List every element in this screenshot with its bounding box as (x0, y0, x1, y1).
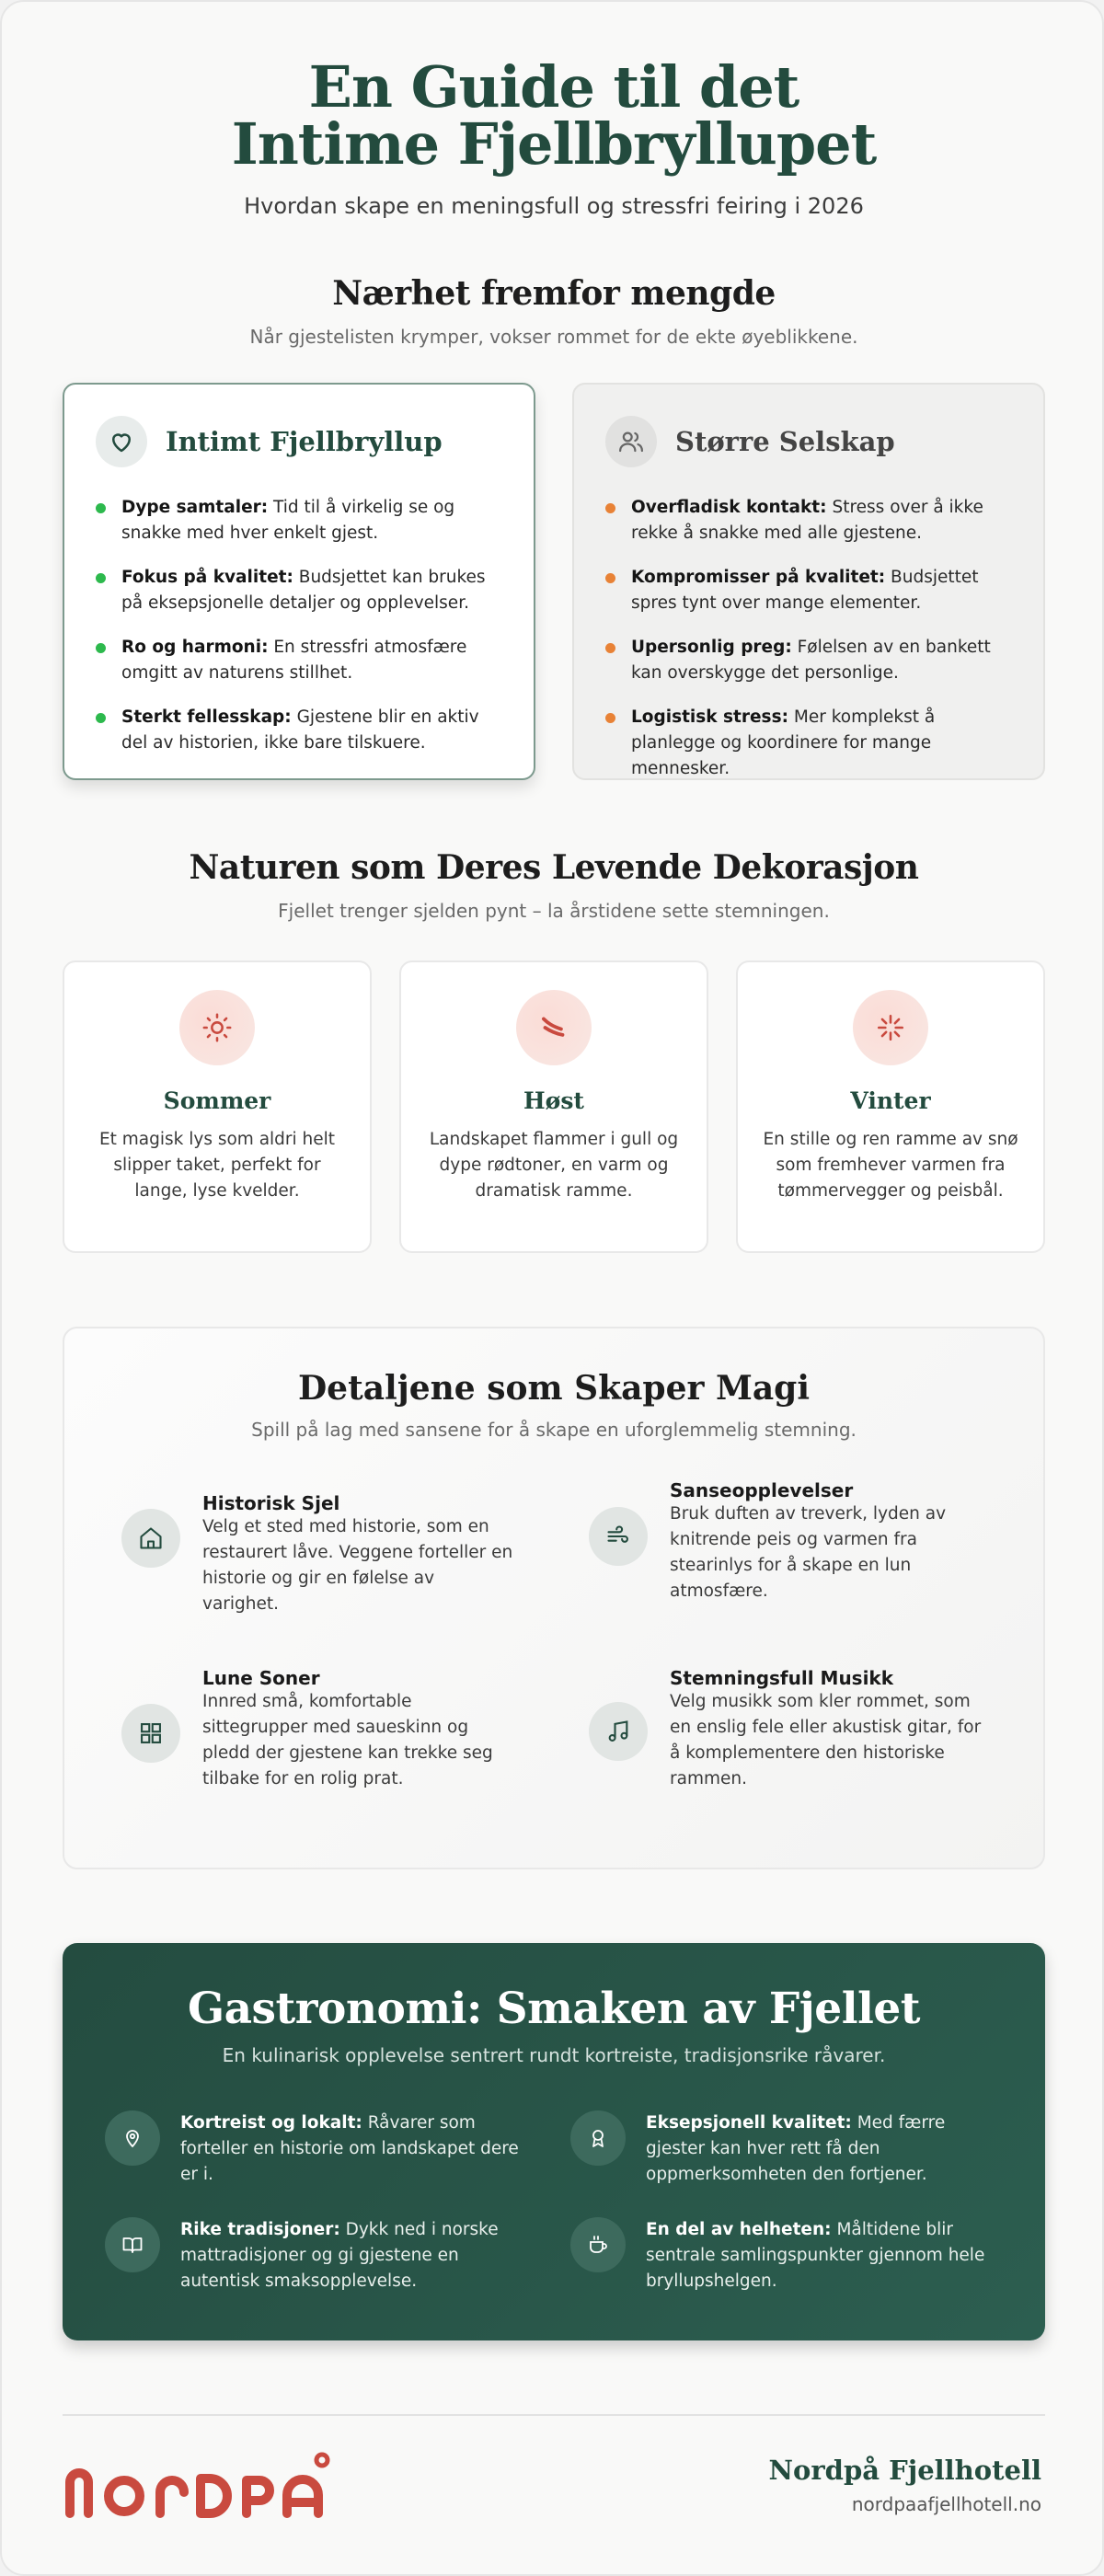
gastronomy-panel (63, 1943, 1045, 2340)
feature-text: Velg et sted med historie, som en restaurert låve. Veggene forteller en historie og gir en følelse av varighet. (202, 1517, 513, 1614)
snowflake-icon (853, 990, 928, 1065)
nature-heading (2, 848, 1104, 922)
details-title: Detaljene som Skaper Magi (297, 1369, 811, 1408)
book-icon (105, 2217, 160, 2272)
large-card-title: Større Selskap (675, 426, 895, 457)
gastronomy-subtitle: En kulinarisk opplevelse sentrert rundt kortreiste, tradisjonsrike råvarer. (222, 2044, 886, 2066)
users-icon (605, 416, 657, 467)
nature-title: Naturen som Deres Levende Dekorasjon (189, 848, 919, 887)
feature-text: Bruk duften av treverk, lyden av knitrende peis og varmen fra stearinlys for å skape en lun atmosfære. (670, 1504, 947, 1601)
season-card-summer (63, 960, 372, 1253)
footer-contact (769, 2455, 1041, 2515)
list-item: Fokus på kvalitet: Budsjettet kan brukes på eksepsjonelle detaljer og opplevelser. (96, 565, 502, 616)
feature-text: Innred små, komfortable sittegrupper med saueskinn og pledd der gjestene kan trekke seg tilbake for en rolig prat. (202, 1692, 493, 1788)
grid-icon (121, 1704, 180, 1763)
list-item: Sterkt fellesskap: Gjestene blir en aktiv del av historien, ikke bare tilskuere. (96, 705, 502, 756)
leaf-icon (516, 990, 592, 1065)
season-card-winter (736, 960, 1045, 1253)
intimate-card-title: Intimt Fjellbryllup (166, 426, 443, 457)
gastronomy-item: Kortreist og lokalt: Råvarer som forteller en historie om landskapet dere er i. (105, 2110, 537, 2188)
feature-title: Historisk Sjel (202, 1492, 340, 1514)
gastronomy-item: Rike tradisjoner: Dykk ned i norske mattradisjoner og gi gjestene en autentisk smaksopplevelse. (105, 2217, 537, 2294)
hero (2, 53, 1104, 219)
details-subtitle: Spill på lag med sansene for å skape en uforglemmelig stemning. (251, 1419, 857, 1441)
feature-cozy-zones (121, 1667, 515, 1792)
season-name: Vinter (850, 1087, 931, 1114)
page-subtitle: Hvordan skape en meningsfull og stressfri feiring i 2026 (244, 193, 864, 219)
gastronomy-item: En del av helheten: Måltidene blir sentrale samlingspunkter gjennom hele bryllupshelgen. (570, 2217, 1003, 2294)
feature-title: Stemningsfull Musikk (670, 1667, 894, 1689)
wind-icon (589, 1507, 648, 1566)
season-text: En stille og ren ramme av snø som fremhever varmen fra tømmervegger og peisbål. (763, 1130, 1018, 1201)
season-name: Høst (523, 1087, 584, 1114)
details-panel (63, 1327, 1045, 1869)
feature-text: Velg musikk som kler rommet, som en enslig fele eller akustisk gitar, for å komplementere den historiske rammen. (670, 1692, 982, 1788)
list-item: Dype samtaler: Tid til å virkelig se og snakke med hver enkelt gjest. (96, 495, 502, 546)
gastronomy-title: Gastronomi: Smaken av Fjellet (187, 1984, 921, 2034)
heart-icon (96, 416, 147, 467)
season-card-autumn (399, 960, 708, 1253)
hotel-name: Nordpå Fjellhotell (768, 2455, 1041, 2486)
closeness-heading (2, 274, 1104, 348)
page-title: En Guide til det Intime Fjellbryllupet (231, 53, 877, 178)
season-text: Landskapet flammer i gull og dype rødtoner, en varm og dramatisk ramme. (429, 1130, 679, 1201)
footer-divider (63, 2414, 1045, 2416)
feature-title: Sanseopplevelser (670, 1479, 854, 1501)
large-list (605, 495, 1012, 782)
intimate-wedding-card (63, 383, 535, 780)
season-name: Sommer (163, 1087, 271, 1114)
house-icon (121, 1509, 180, 1568)
hotel-website-link[interactable]: nordpaafjellhotell.no (851, 2493, 1041, 2515)
list-item: Ro og harmoni: En stressfri atmosfære omgitt av naturens stillhet. (96, 635, 502, 686)
intimate-list (96, 495, 502, 756)
music-icon (589, 1702, 648, 1761)
feature-music (589, 1667, 983, 1792)
closeness-subtitle: Når gjestelisten krymper, vokser rommet for de ekte øyeblikkene. (249, 326, 858, 348)
coffee-icon (570, 2217, 626, 2272)
award-icon (570, 2110, 626, 2166)
feature-senses (589, 1479, 983, 1604)
feature-title: Lune Soner (202, 1667, 320, 1689)
gastronomy-item: Eksepsjonell kvalitet: Med færre gjester kan hver rett få den oppmerksomheten den fortjener. (570, 2110, 1003, 2188)
feature-historic-soul (121, 1492, 515, 1617)
list-item: Overfladisk kontakt: Stress over å ikke rekke å snakke med alle gjestene. (605, 495, 1012, 546)
sun-icon (179, 990, 255, 1065)
large-party-card (572, 383, 1045, 780)
list-item: Logistisk stress: Mer komplekst å planlegge og koordinere for mange mennesker. (605, 705, 1012, 782)
list-item: Kompromisser på kvalitet: Budsjettet spres tynt over mange elementer. (605, 565, 1012, 616)
closeness-title: Nærhet fremfor mengde (332, 274, 776, 313)
map-pin-icon (105, 2110, 160, 2166)
season-text: Et magisk lys som aldri helt slipper taket, perfekt for lange, lyse kvelder. (98, 1130, 336, 1201)
list-item: Upersonlig preg: Følelsen av en bankett kan overskygge det personlige. (605, 635, 1012, 686)
nature-subtitle: Fjellet trenger sjelden pynt – la årstidene sette stemningen. (278, 900, 830, 922)
nordpa-logo[interactable] (63, 2451, 339, 2523)
